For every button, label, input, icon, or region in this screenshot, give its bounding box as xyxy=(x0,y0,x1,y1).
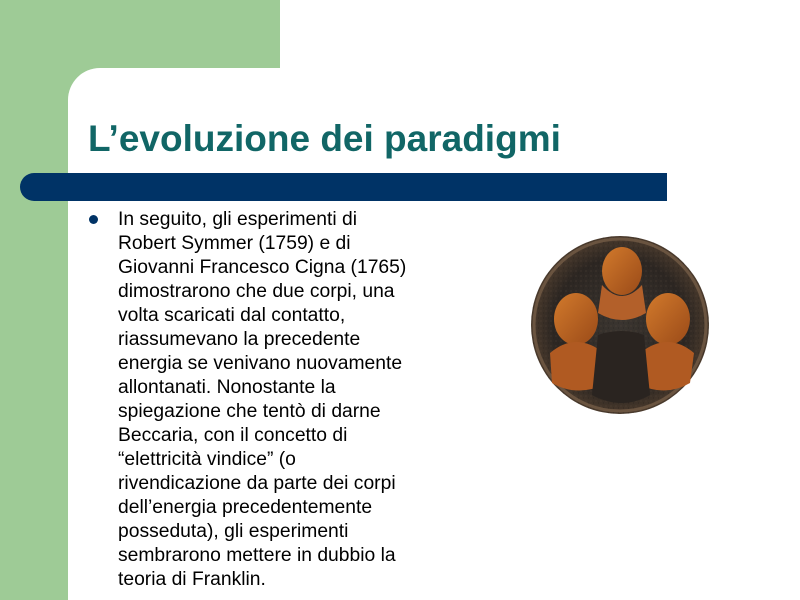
bullet-icon xyxy=(89,215,98,224)
title-divider-bar xyxy=(20,173,667,201)
portrait-medallion-icon xyxy=(530,235,710,415)
green-left-strip xyxy=(0,0,68,600)
slide-title: L’evoluzione dei paradigmi xyxy=(88,118,561,159)
bullet-text: In seguito, gli esperimenti di Robert Symmer (1759) e di Giovanni Francesco Cigna (1765) dimostrarono che due corpi, una volta scaricati dal contatto, riassumevano la precedente energia se venivano nuovamente allontanati. Nonostante la spiegazione che tentò di darne Beccaria, con il concetto di “elettricità vindice” (o rivendicazione da parte dei corpi dell’energia precedentemente posseduta), gli esperimenti sembrarono mettere in dubbio la teoria di Franklin. xyxy=(118,209,407,590)
